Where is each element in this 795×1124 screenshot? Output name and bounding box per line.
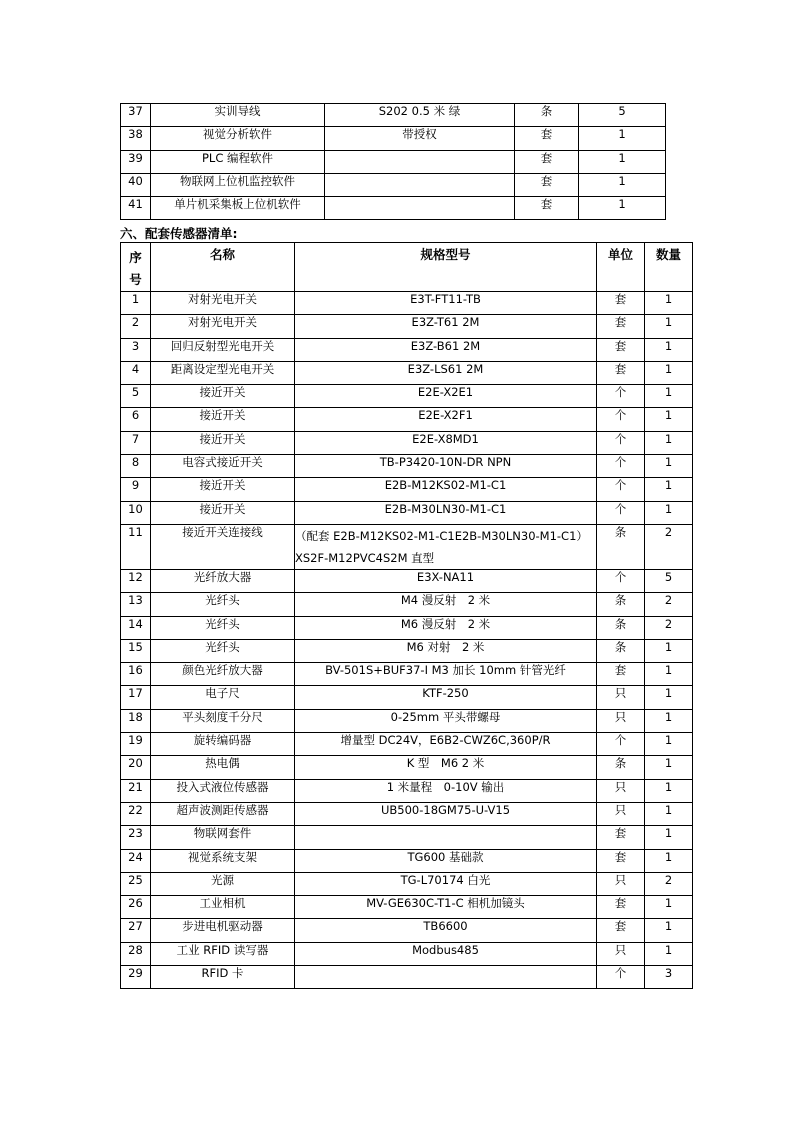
cell-spec: E2E-X2E1 [295, 385, 597, 408]
header-name: 名称 [151, 243, 295, 292]
cell-qty: 1 [645, 802, 693, 825]
table-row [121, 616, 693, 639]
sensor-list-table [120, 242, 693, 989]
cell-spec: M4 漫反射 2 米 [295, 593, 597, 616]
cell-name: 接近开关 [151, 478, 295, 501]
cell-no: 28 [121, 942, 151, 965]
cell-qty: 1 [579, 173, 666, 196]
cell-name: 单片机采集板上位机软件 [151, 197, 325, 220]
cell-spec: M6 漫反射 2 米 [295, 616, 597, 639]
cell-no: 6 [121, 408, 151, 431]
table-row [121, 709, 693, 732]
cell-qty: 1 [645, 408, 693, 431]
table-row [121, 872, 693, 895]
cell-qty: 1 [579, 150, 666, 173]
cell-spec: MV-GE630C-T1-C 相机加镜头 [295, 896, 597, 919]
cell-unit: 套 [597, 826, 645, 849]
cell-name: 对射光电开关 [151, 315, 295, 338]
table-row [121, 173, 666, 196]
cell-no: 13 [121, 593, 151, 616]
cell-spec: E2E-X8MD1 [295, 431, 597, 454]
cell-no: 9 [121, 478, 151, 501]
cell-qty: 1 [645, 639, 693, 662]
cell-spec: （配套 E2B-M12KS02-M1-C1E2B-M30LN30-M1-C1）XS2F-M12PVC4S2M 直型 [295, 524, 597, 569]
cell-no: 12 [121, 569, 151, 592]
cell-no: 26 [121, 896, 151, 919]
cell-spec: Modbus485 [295, 942, 597, 965]
header-no: 序号 [121, 243, 151, 292]
cell-spec: K 型 M6 2 米 [295, 756, 597, 779]
cell-qty: 5 [579, 104, 666, 127]
cell-spec [325, 173, 515, 196]
cell-name: 视觉分析软件 [151, 127, 325, 150]
cell-unit: 个 [597, 569, 645, 592]
cell-unit: 套 [515, 127, 579, 150]
cell-spec: E3Z-LS61 2M [295, 361, 597, 384]
header-qty: 数量 [645, 243, 693, 292]
cell-spec: TG600 基础款 [295, 849, 597, 872]
cell-unit: 条 [515, 104, 579, 127]
cell-qty: 1 [645, 942, 693, 965]
cell-unit: 个 [597, 385, 645, 408]
cell-qty: 1 [645, 849, 693, 872]
cell-unit: 套 [597, 361, 645, 384]
cell-spec: BV-501S+BUF37-I M3 加长 10mm 针管光纤 [295, 663, 597, 686]
cell-unit: 只 [597, 802, 645, 825]
cell-name: 对射光电开关 [151, 292, 295, 315]
cell-no: 20 [121, 756, 151, 779]
cell-qty: 1 [645, 686, 693, 709]
cell-name: 步进电机驱动器 [151, 919, 295, 942]
cell-qty: 1 [579, 127, 666, 150]
cell-no: 3 [121, 338, 151, 361]
cell-unit: 个 [597, 966, 645, 989]
cell-no: 24 [121, 849, 151, 872]
cell-unit: 条 [597, 639, 645, 662]
cell-unit: 个 [597, 431, 645, 454]
cell-spec: E2E-X2F1 [295, 408, 597, 431]
table-row [121, 478, 693, 501]
cell-spec: 0-25mm 平头带螺母 [295, 709, 597, 732]
cell-no: 22 [121, 802, 151, 825]
cell-no: 39 [121, 150, 151, 173]
cell-qty: 1 [645, 756, 693, 779]
cell-no: 10 [121, 501, 151, 524]
cell-no: 5 [121, 385, 151, 408]
cell-qty: 1 [645, 709, 693, 732]
cell-no: 21 [121, 779, 151, 802]
cell-spec: 1 米量程 0-10V 输出 [295, 779, 597, 802]
table-row [121, 361, 693, 384]
cell-spec: M6 对射 2 米 [295, 639, 597, 662]
cell-unit: 套 [597, 919, 645, 942]
table-row [121, 663, 693, 686]
table-row [121, 292, 693, 315]
cell-no: 1 [121, 292, 151, 315]
cell-name: 旋转编码器 [151, 733, 295, 756]
cell-spec: E3Z-B61 2M [295, 338, 597, 361]
cell-spec: KTF-250 [295, 686, 597, 709]
cell-unit: 套 [597, 896, 645, 919]
cell-qty: 2 [645, 524, 693, 569]
cell-name: 接近开关 [151, 431, 295, 454]
cell-unit: 套 [515, 173, 579, 196]
cell-unit: 个 [597, 478, 645, 501]
cell-name: 光纤头 [151, 639, 295, 662]
cell-spec: E3Z-T61 2M [295, 315, 597, 338]
cell-spec: TB-P3420-10N-DR NPN [295, 455, 597, 478]
cell-unit: 只 [597, 686, 645, 709]
cell-unit: 个 [597, 733, 645, 756]
table-row [121, 524, 693, 569]
cell-no: 41 [121, 197, 151, 220]
cell-spec [295, 826, 597, 849]
table-row [121, 639, 693, 662]
header-unit: 单位 [597, 243, 645, 292]
cell-name: 电容式接近开关 [151, 455, 295, 478]
cell-name: 光纤头 [151, 593, 295, 616]
cell-qty: 1 [645, 733, 693, 756]
cell-unit: 条 [597, 524, 645, 569]
cell-unit: 只 [597, 709, 645, 732]
cell-no: 7 [121, 431, 151, 454]
cell-spec: 增量型 DC24V，E6B2-CWZ6C,360P/R [295, 733, 597, 756]
cell-unit: 个 [597, 455, 645, 478]
cell-spec [295, 966, 597, 989]
cell-name: 工业 RFID 读写器 [151, 942, 295, 965]
cell-name: 接近开关 [151, 408, 295, 431]
cell-name: 颜色光纤放大器 [151, 663, 295, 686]
cell-no: 4 [121, 361, 151, 384]
cell-name: 超声波测距传感器 [151, 802, 295, 825]
cell-spec: UB500-18GM75-U-V15 [295, 802, 597, 825]
cell-qty: 1 [645, 361, 693, 384]
cell-spec: TB6600 [295, 919, 597, 942]
cell-qty: 1 [645, 338, 693, 361]
cell-no: 29 [121, 966, 151, 989]
cell-spec: E2B-M12KS02-M1-C1 [295, 478, 597, 501]
table-row [121, 802, 693, 825]
cell-qty: 1 [645, 455, 693, 478]
cell-unit: 套 [597, 338, 645, 361]
cell-qty: 1 [645, 315, 693, 338]
cell-qty: 1 [645, 501, 693, 524]
table-row [121, 104, 666, 127]
cell-no: 18 [121, 709, 151, 732]
cell-name: 接近开关 [151, 501, 295, 524]
cell-spec [325, 150, 515, 173]
cell-unit: 只 [597, 872, 645, 895]
cell-name: 视觉系统支架 [151, 849, 295, 872]
table-row [121, 408, 693, 431]
cell-no: 38 [121, 127, 151, 150]
cell-qty: 1 [645, 919, 693, 942]
cell-qty: 1 [645, 826, 693, 849]
cell-name: RFID 卡 [151, 966, 295, 989]
previous-items-table [120, 103, 666, 220]
cell-name: 光纤放大器 [151, 569, 295, 592]
cell-no: 27 [121, 919, 151, 942]
cell-name: 投入式液位传感器 [151, 779, 295, 802]
table-row [121, 593, 693, 616]
header-spec: 规格型号 [295, 243, 597, 292]
cell-name: 工业相机 [151, 896, 295, 919]
cell-qty: 2 [645, 593, 693, 616]
cell-spec: TG-L70174 白光 [295, 872, 597, 895]
cell-unit: 条 [597, 593, 645, 616]
table-row [121, 966, 693, 989]
cell-no: 17 [121, 686, 151, 709]
cell-qty: 1 [645, 478, 693, 501]
cell-spec: E2B-M30LN30-M1-C1 [295, 501, 597, 524]
cell-no: 23 [121, 826, 151, 849]
cell-unit: 条 [597, 616, 645, 639]
cell-name: 距离设定型光电开关 [151, 361, 295, 384]
cell-qty: 2 [645, 616, 693, 639]
cell-name: 光源 [151, 872, 295, 895]
cell-unit: 套 [597, 663, 645, 686]
cell-name: 接近开关 [151, 385, 295, 408]
cell-no: 19 [121, 733, 151, 756]
table-row [121, 942, 693, 965]
cell-no: 11 [121, 524, 151, 569]
cell-name: 物联网上位机监控软件 [151, 173, 325, 196]
cell-qty: 1 [579, 197, 666, 220]
section-title: 六、配套传感器清单: [120, 226, 238, 241]
cell-spec: E3T-FT11-TB [295, 292, 597, 315]
table-row [121, 385, 693, 408]
cell-name: 光纤头 [151, 616, 295, 639]
cell-no: 37 [121, 104, 151, 127]
table-row [121, 127, 666, 150]
cell-unit: 套 [515, 197, 579, 220]
table-row [121, 733, 693, 756]
table-row [121, 501, 693, 524]
cell-unit: 个 [597, 501, 645, 524]
table-row [121, 849, 693, 872]
table-row [121, 431, 693, 454]
cell-name: 电子尺 [151, 686, 295, 709]
table-row [121, 896, 693, 919]
cell-no: 40 [121, 173, 151, 196]
cell-no: 15 [121, 639, 151, 662]
table-header-row [121, 243, 693, 292]
table-row [121, 455, 693, 478]
cell-unit: 条 [597, 756, 645, 779]
table-row [121, 569, 693, 592]
cell-no: 8 [121, 455, 151, 478]
cell-qty: 1 [645, 385, 693, 408]
cell-spec: S202 0.5 米 绿 [325, 104, 515, 127]
table-row [121, 686, 693, 709]
table-row [121, 826, 693, 849]
cell-spec: 带授权 [325, 127, 515, 150]
table-row [121, 338, 693, 361]
cell-spec: E3X-NA11 [295, 569, 597, 592]
table-row [121, 150, 666, 173]
table-row [121, 779, 693, 802]
cell-no: 16 [121, 663, 151, 686]
cell-unit: 只 [597, 779, 645, 802]
cell-unit: 个 [597, 408, 645, 431]
cell-qty: 3 [645, 966, 693, 989]
cell-qty: 1 [645, 896, 693, 919]
cell-unit: 只 [597, 942, 645, 965]
cell-name: 接近开关连接线 [151, 524, 295, 569]
table-row [121, 197, 666, 220]
table-row [121, 756, 693, 779]
cell-unit: 套 [597, 849, 645, 872]
cell-name: 物联网套件 [151, 826, 295, 849]
cell-name: 平头刻度千分尺 [151, 709, 295, 732]
cell-name: 回归反射型光电开关 [151, 338, 295, 361]
cell-qty: 1 [645, 292, 693, 315]
cell-qty: 5 [645, 569, 693, 592]
cell-name: PLC 编程软件 [151, 150, 325, 173]
cell-spec [325, 197, 515, 220]
cell-no: 25 [121, 872, 151, 895]
cell-qty: 2 [645, 872, 693, 895]
cell-qty: 1 [645, 779, 693, 802]
cell-name: 热电偶 [151, 756, 295, 779]
cell-unit: 套 [597, 315, 645, 338]
cell-name: 实训导线 [151, 104, 325, 127]
cell-unit: 套 [597, 292, 645, 315]
cell-unit: 套 [515, 150, 579, 173]
table-row [121, 315, 693, 338]
cell-qty: 1 [645, 663, 693, 686]
table-row [121, 919, 693, 942]
cell-no: 14 [121, 616, 151, 639]
cell-qty: 1 [645, 431, 693, 454]
cell-no: 2 [121, 315, 151, 338]
